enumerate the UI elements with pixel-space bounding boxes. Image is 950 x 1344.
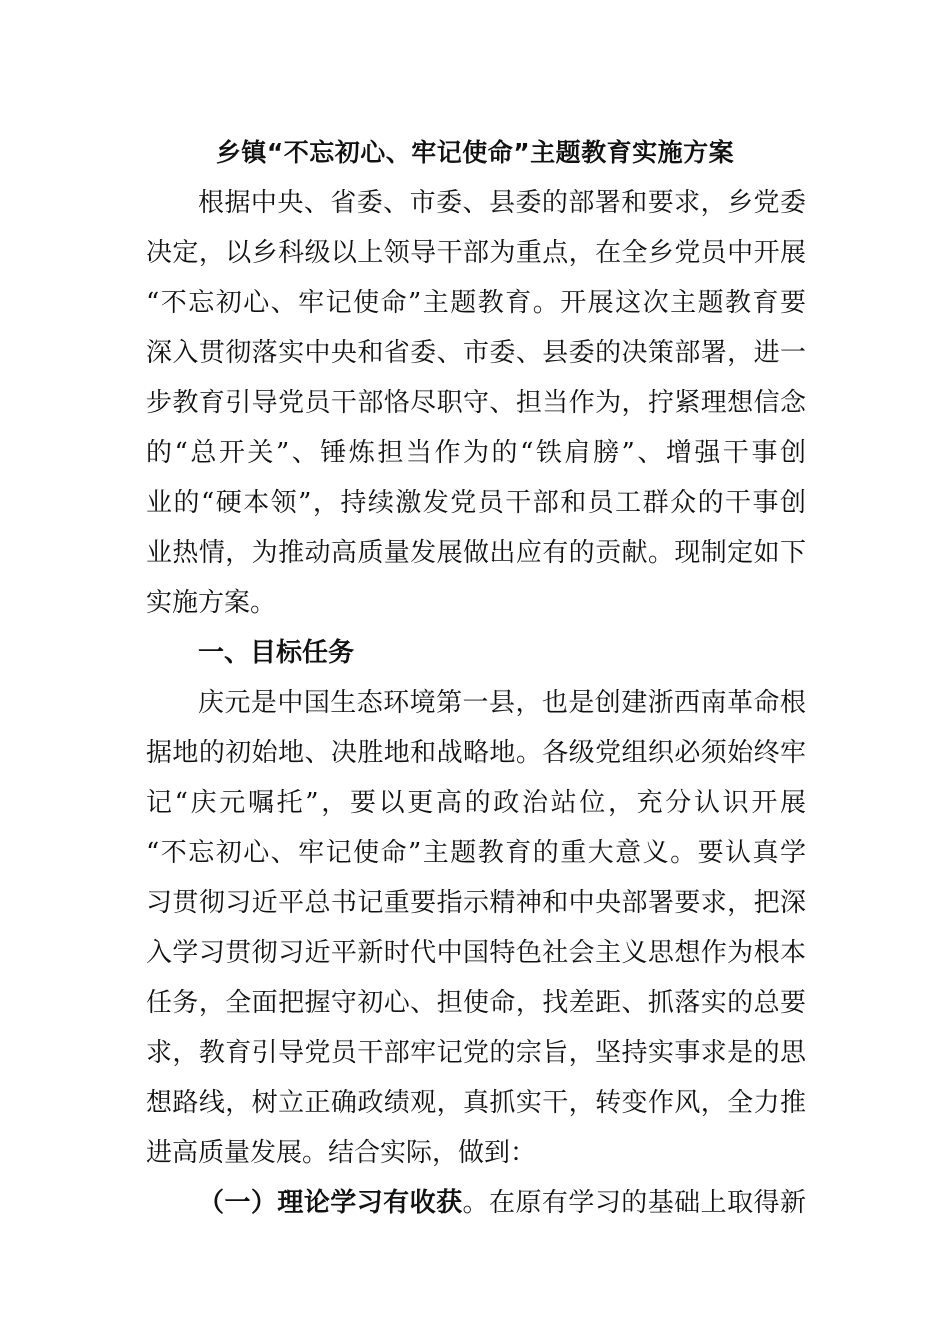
paragraph-line: “不忘初心、牢记使命”主题教育的重大意义。要认真学 — [146, 838, 806, 868]
paragraph-line: 决定，以乡科级以上领导干部为重点，在全乡党员中开展 — [146, 238, 806, 268]
paragraph-line: 庆元是中国生态环境第一县，也是创建浙西南革命根 — [198, 688, 806, 718]
paragraph-line: 深入贯彻落实中央和省委、市委、县委的决策部署，进一 — [146, 338, 806, 368]
paragraph-line: 求，教育引导党员干部牢记党的宗旨，坚持实事求是的思 — [146, 1038, 806, 1068]
paragraph-line: 习贯彻习近平总书记重要指示精神和中央部署要求，把深 — [146, 888, 806, 918]
paragraph-line: 步教育引导党员干部恪尽职守、担当作为，拧紧理想信念 — [146, 388, 806, 418]
paragraph-line: 业的“硬本领”，持续激发党员干部和员工群众的干事创 — [146, 488, 806, 518]
paragraph-line: 根据中央、省委、市委、县委的部署和要求，乡党委 — [198, 188, 806, 218]
document-title: 乡镇“不忘初心、牢记使命”主题教育实施方案 — [215, 138, 735, 167]
paragraph-line: “不忘初心、牢记使命”主题教育。开展这次主题教育要 — [146, 288, 806, 318]
subsection-line — [146, 1178, 806, 1228]
paragraph-line: 入学习贯彻习近平新时代中国特色社会主义思想作为根本 — [146, 938, 806, 968]
paragraph-line: 任务，全面把握守初心、担使命，找差距、抓落实的总要 — [146, 988, 806, 1018]
paragraph-line: 的“总开关”、锤炼担当作为的“铁肩膀”、增强干事创 — [146, 438, 806, 468]
subsection-lead: （一）理论学习有收获 — [198, 1188, 463, 1218]
paragraph-line: 实施方案。 — [146, 588, 277, 618]
paragraph-line: 记“庆元嘱托”，要以更高的政治站位，充分认识开展 — [146, 788, 806, 818]
paragraph-line: 据地的初始地、决胜地和战略地。各级党组织必须始终牢 — [146, 738, 806, 768]
document-body — [146, 178, 806, 1228]
paragraph-line: 业热情，为推动高质量发展做出应有的贡献。现制定如下 — [146, 538, 806, 568]
paragraph-line: 想路线，树立正确政绩观，真抓实干，转变作风，全力推 — [146, 1088, 806, 1118]
section-heading: 一、目标任务 — [198, 638, 355, 668]
paragraph-line: 进高质量发展。结合实际，做到： — [146, 1138, 537, 1168]
subsection-text: 。在原有学习的基础上取得新 — [462, 1188, 806, 1218]
